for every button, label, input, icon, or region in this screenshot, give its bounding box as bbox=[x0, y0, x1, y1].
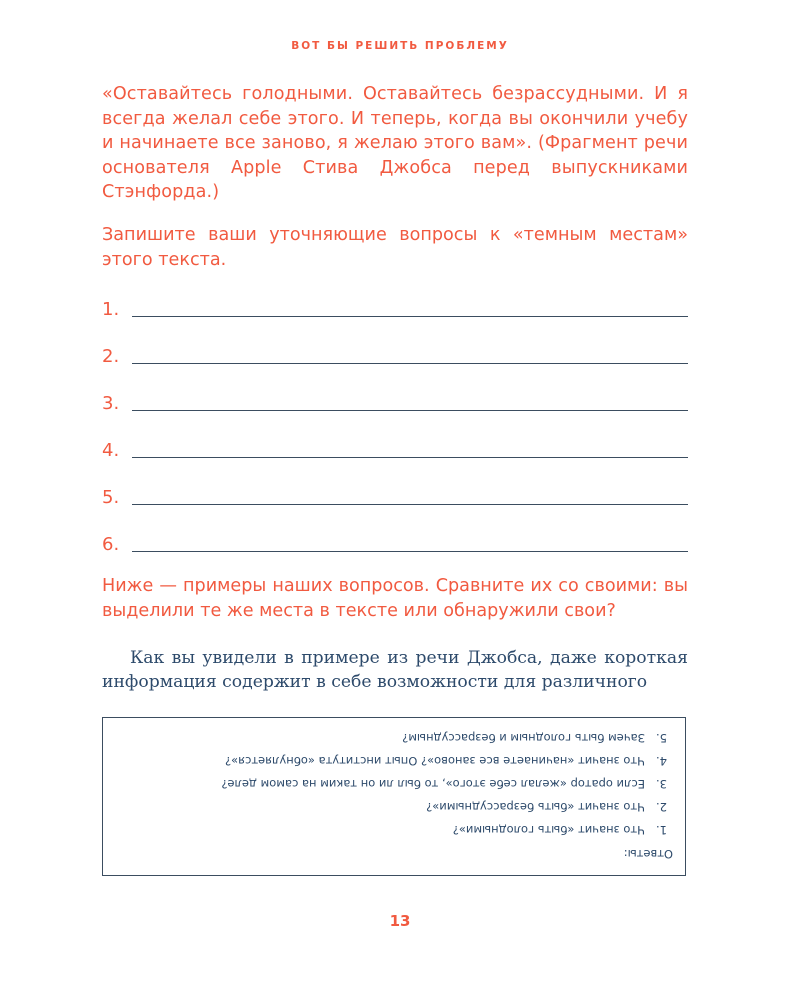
answer-line-3[interactable] bbox=[102, 384, 688, 414]
answer-line-number: 6. bbox=[102, 534, 120, 555]
answer-line-number: 3. bbox=[102, 393, 120, 414]
task-prompt: Запишите ваши уточняющие вопросы к «темным местам» этого текста. bbox=[102, 225, 688, 270]
answer-line-4[interactable] bbox=[102, 431, 688, 461]
answer-line-2[interactable] bbox=[102, 337, 688, 367]
answer-item bbox=[115, 795, 673, 818]
answer-line-rule bbox=[132, 551, 688, 552]
answer-item bbox=[115, 726, 673, 749]
answer-line-rule bbox=[132, 504, 688, 505]
body-paragraph: Как вы увидели в примере из речи Джобса, даже короткая информация содержит в себе возможности для различного bbox=[102, 648, 688, 692]
answer-line-number: 2. bbox=[102, 346, 120, 367]
answer-line-rule bbox=[132, 457, 688, 458]
page-number: 13 bbox=[389, 912, 411, 930]
answers-box bbox=[102, 717, 686, 876]
answer-line-number: 1. bbox=[102, 299, 120, 320]
answer-item bbox=[115, 772, 673, 795]
jobs-quote-paragraph: «Оставайтесь голодными. Оставайтесь безрассудными. И я всегда желал себе этого. И теперь, когда вы окончили учебу и начинаете все заново, я желаю этого вам». (Фрагмент речи основателя Apple Стива Джобса перед выпускниками Стэнфорда.) bbox=[102, 84, 688, 203]
answer-line-rule bbox=[132, 363, 688, 364]
answer-line-5[interactable] bbox=[102, 478, 688, 508]
examples-intro: Ниже — примеры наших вопросов. Сравните их со своими: вы выделили те же места в тексте или обнаружили свои? bbox=[102, 576, 688, 621]
answer-line-1[interactable] bbox=[102, 290, 688, 320]
answer-item-number: 2. bbox=[656, 800, 667, 814]
answer-item-text: Что значит «быть безрассудными»? bbox=[426, 800, 645, 814]
answer-line-rule bbox=[132, 316, 688, 317]
running-title: ВОТ БЫ РЕШИТЬ ПРОБЛЕМУ bbox=[291, 40, 509, 52]
answer-item-text: Если оратор «желал себе этого», то был ли он таким на самом деле? bbox=[221, 777, 645, 791]
answer-item-text: Зачем быть голодным и безрассудным? bbox=[402, 731, 645, 745]
answer-line-number: 4. bbox=[102, 440, 120, 461]
answer-line-6[interactable] bbox=[102, 525, 688, 555]
answer-item-text: Что значит «быть голодными»? bbox=[452, 823, 645, 837]
answer-line-number: 5. bbox=[102, 487, 120, 508]
answer-item-number: 3. bbox=[656, 777, 667, 791]
answer-item bbox=[115, 818, 673, 841]
answers-upside-down bbox=[103, 718, 685, 875]
answer-item bbox=[115, 749, 673, 772]
answer-line-rule bbox=[132, 410, 688, 411]
answer-item-number: 1. bbox=[656, 823, 667, 837]
answer-item-number: 5. bbox=[656, 731, 667, 745]
answer-item-number: 4. bbox=[656, 754, 667, 768]
answers-title: Ответы: bbox=[623, 847, 673, 861]
answer-item-text: Что значит «начинаете все заново»? Опыт института «обнуляется»? bbox=[225, 754, 645, 768]
